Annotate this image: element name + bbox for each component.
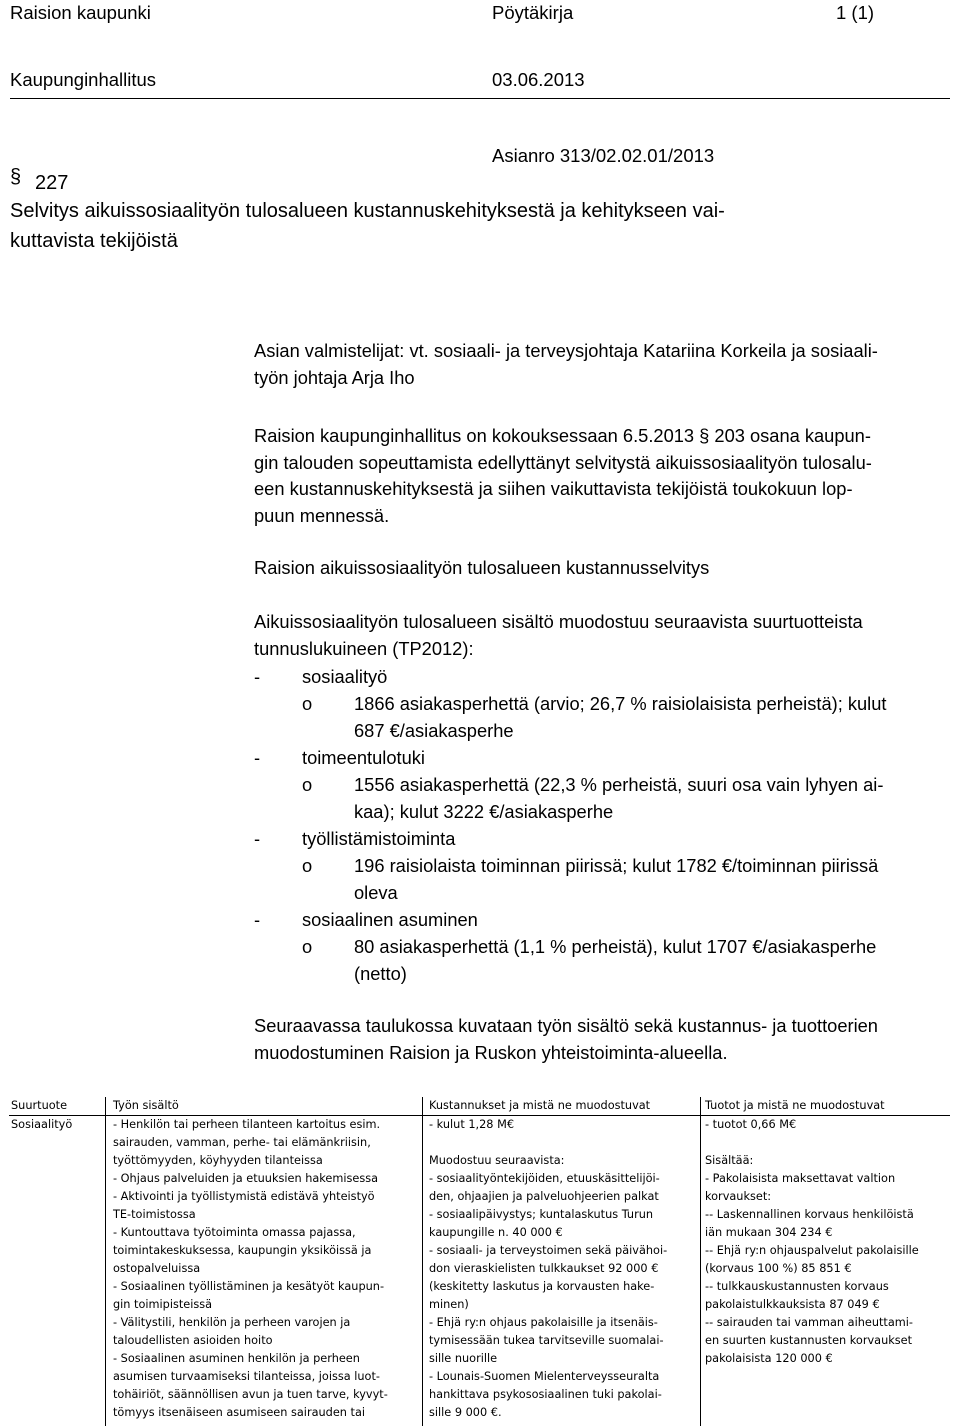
table-intro-line1: Seuraavassa taulukossa kuvataan työn sisältö sekä kustannus- ja tuottoerien	[254, 1015, 878, 1036]
subheading: Raision aikuissosiaalityön tulosalueen kustannusselvitys	[254, 557, 710, 578]
cell-line: työttömyyden, köyhyyden tilanteissa	[113, 1154, 323, 1167]
cell-line: Sisältää:	[705, 1154, 754, 1167]
bullet-marker: o	[302, 774, 313, 795]
case-title-line2: kuttavista tekijöistä	[10, 230, 178, 252]
product-detail: 1866 asiakasperhettä (arvio; 26,7 % raisiolaisista perheistä); kulut	[354, 693, 887, 714]
list-item	[254, 825, 954, 852]
cell-line: - Sosiaalinen työllistäminen ja kesätyöt kaupun-	[113, 1280, 385, 1293]
dash-marker: -	[254, 666, 261, 687]
products-intro	[254, 609, 954, 662]
product-detail: (netto)	[354, 963, 407, 984]
product-detail: 80 asiakasperhettä (1,1 % perheistä), kulut 1707 €/asiakasperhe	[354, 936, 877, 957]
list-item	[254, 663, 954, 690]
cell-line: gin toimipisteissä	[113, 1298, 213, 1311]
cell-line: don vieraskielisten tulkkaukset 92 000 €	[429, 1262, 659, 1275]
org-name: Raision kaupunki	[10, 2, 151, 23]
header-product: Suurtuote	[11, 1099, 68, 1112]
cell-line: - Aktivointi ja työllistymistä edistävä yhteistyö	[113, 1190, 375, 1203]
bullet-marker: o	[302, 693, 313, 714]
product-detail: oleva	[354, 882, 398, 903]
cell-line: - Välitystili, henkilön ja perheen varojen ja	[113, 1316, 351, 1329]
cell-line: - sosiaali- ja terveystoimen sekä päivähoi-	[429, 1244, 668, 1257]
cell-line: sairauden, vamman, perhe- tai elämänkriisin,	[113, 1136, 371, 1149]
cell-line: - sosiaalipäivystys; kuntalaskutus Turun	[429, 1208, 654, 1221]
dash-marker: -	[254, 747, 261, 768]
cell-line: iän mukaan 304 234 €	[705, 1226, 833, 1239]
cell-line: en suurten kustannusten korvaukset	[705, 1334, 913, 1347]
cell-line: -- Laskennallinen korvaus henkilöistä	[705, 1208, 914, 1221]
cell-line: (korvaus 100 %) 85 851 €	[705, 1262, 852, 1275]
cell-line: -- Ehjä ry:n ohjauspalvelut pakolaisille	[705, 1244, 919, 1257]
header-content: Työn sisältö	[113, 1099, 179, 1112]
list-subitem	[254, 852, 954, 906]
cell-line: - sosiaalityöntekijöiden, etuuskäsittelijöi-	[429, 1172, 660, 1185]
meeting-date: 03.06.2013	[492, 69, 585, 90]
cell-product: Sosiaalityö	[11, 1118, 73, 1131]
cell-line: -- tulkkauskustannusten korvaus	[705, 1280, 889, 1293]
product-name: sosiaalityö	[302, 666, 388, 687]
cell-line: tymisessään tukea tarvitseville suomalai-	[429, 1334, 664, 1347]
product-name: toimeentulotuki	[302, 747, 425, 768]
body-name: Kaupunginhallitus	[10, 69, 157, 90]
doc-type: Pöytäkirja	[492, 2, 574, 23]
intro-line3: een kustannuskehityksestä ja siihen vaikuttavista tekijöistä toukokuun lop-	[254, 478, 853, 499]
dash-marker: -	[254, 828, 261, 849]
page-number: 1 (1)	[836, 2, 875, 23]
cell-line: kaupungille n. 40 000 €	[429, 1226, 563, 1239]
list-subitem	[254, 690, 954, 744]
cell-line: - Ohjaus palveluiden ja etuuksien hakemisessa	[113, 1172, 379, 1185]
intro-line1: Raision kaupunginhallitus on kokouksessaan 6.5.2013 § 203 osana kaupun-	[254, 425, 871, 446]
list-subitem	[254, 771, 954, 825]
preparers-line1: Asian valmistelijat: vt. sosiaali- ja terveysjohtaja Katariina Korkeila ja sosiaali-	[254, 340, 878, 361]
product-name: työllistämistoiminta	[302, 828, 456, 849]
bullet-marker: o	[302, 936, 313, 957]
cell-line: -- sairauden tai vamman aiheuttami-	[705, 1316, 913, 1329]
product-detail: 1556 asiakasperhettä (22,3 % perheistä, suuri osa vain lyhyen ai-	[354, 774, 884, 795]
cell-line: - Pakolaisista maksettavat valtion	[705, 1172, 896, 1185]
preparers	[254, 338, 954, 391]
header-costs: Kustannukset ja mistä ne muodostuvat	[429, 1099, 651, 1112]
intro-line2: gin talouden sopeuttamista edellyttänyt selvitystä aikuissosiaalityön tulosalu-	[254, 451, 872, 473]
product-detail: kaa); kulut 3222 €/asiakasperhe	[354, 801, 614, 822]
cell-line: taloudellisten asioiden hoito	[113, 1334, 273, 1347]
cell-line: minen)	[429, 1298, 469, 1311]
cell-line: - Ehjä ry:n ohjaus pakolaisille ja itsenäis-	[429, 1316, 658, 1329]
dash-marker: -	[254, 909, 261, 930]
cell-line: - Kuntouttava työtoiminta omassa pajassa,	[113, 1226, 356, 1239]
cell-line: - kulut 1,28 M€	[429, 1118, 515, 1131]
bullet-marker: o	[302, 855, 313, 876]
column-divider	[105, 1097, 106, 1426]
cell-line: tömyys itsenäiseen asumiseen sairauden tai	[113, 1406, 366, 1419]
cell-line: Muodostuu seuraavista:	[429, 1154, 565, 1167]
cell-line: TE-toimistossa	[113, 1208, 196, 1221]
section-symbol: §	[10, 166, 22, 188]
product-detail: 196 raisiolaista toiminnan piirissä; kulut 1782 €/toiminnan piirissä	[354, 855, 879, 876]
cell-line: asumisen turvaamiseksi tilanteissa, joissa luot-	[113, 1370, 380, 1383]
table-intro-line2: muodostuminen Raision ja Ruskon yhteistoiminta-alueella.	[254, 1041, 728, 1063]
cell-line: korvaukset:	[705, 1190, 772, 1203]
case-title-line1: Selvitys aikuissosiaalityön tulosalueen kustannuskehityksestä ja kehitykseen vai-	[10, 200, 725, 222]
cell-costs	[429, 1116, 667, 1422]
product-list	[254, 663, 954, 987]
cell-line: (keskitetty laskutus ja korvausten hake-	[429, 1280, 655, 1293]
case-reference: Asianro 313/02.02.01/2013	[492, 145, 715, 166]
cell-line: pakolaistulkkauksista 87 049 €	[705, 1298, 880, 1311]
cell-line: tohäiriöt, säännöllisen avun ja tuen tarve, kyvyt-	[113, 1388, 388, 1401]
cell-line: pakolaisista 120 000 €	[705, 1352, 833, 1365]
list-item	[254, 906, 954, 933]
product-name: sosiaalinen asuminen	[302, 909, 478, 930]
cell-line: sille nuorille	[429, 1352, 498, 1365]
column-divider	[700, 1097, 701, 1426]
products-intro-line1: Aikuissosiaalityön tulosalueen sisältö muodostuu seuraavista suurtuotteista	[254, 611, 863, 632]
cell-income	[705, 1116, 919, 1368]
intro-line4: puun mennessä.	[254, 504, 390, 526]
cell-line: hankittava psykososiaalinen tuki pakolai-	[429, 1388, 662, 1401]
cell-content	[113, 1116, 388, 1422]
cell-line: - tuotot 0,66 M€	[705, 1118, 797, 1131]
case-number: 227	[35, 172, 69, 194]
header-rule	[10, 98, 950, 99]
cell-line: toimintakeskuksessa, kaupungin yksiköissä ja	[113, 1244, 372, 1257]
cell-line: - Sosiaalinen asuminen henkilön ja perheen	[113, 1352, 360, 1365]
product-detail: 687 €/asiakasperhe	[354, 720, 514, 741]
column-divider	[422, 1097, 423, 1426]
cell-line: den, ohjaajien ja palveluohjeerien palkat	[429, 1190, 659, 1203]
cell-line: - Lounais-Suomen Mielenterveysseuralta	[429, 1370, 660, 1383]
case-title	[10, 196, 725, 256]
intro-paragraph	[254, 423, 954, 529]
cell-line: ostopalveluissa	[113, 1262, 201, 1275]
list-subitem	[254, 933, 954, 987]
table-intro	[254, 1013, 954, 1066]
cell-line: - Henkilön tai perheen tilanteen kartoitus esim.	[113, 1118, 381, 1131]
products-intro-line2: tunnuslukuineen (TP2012):	[254, 637, 474, 659]
preparers-line2: työn johtaja Arja Iho	[254, 366, 415, 388]
header-income: Tuotot ja mistä ne muodostuvat	[705, 1099, 885, 1112]
list-item	[254, 744, 954, 771]
cell-line: sille 9 000 €.	[429, 1406, 502, 1419]
